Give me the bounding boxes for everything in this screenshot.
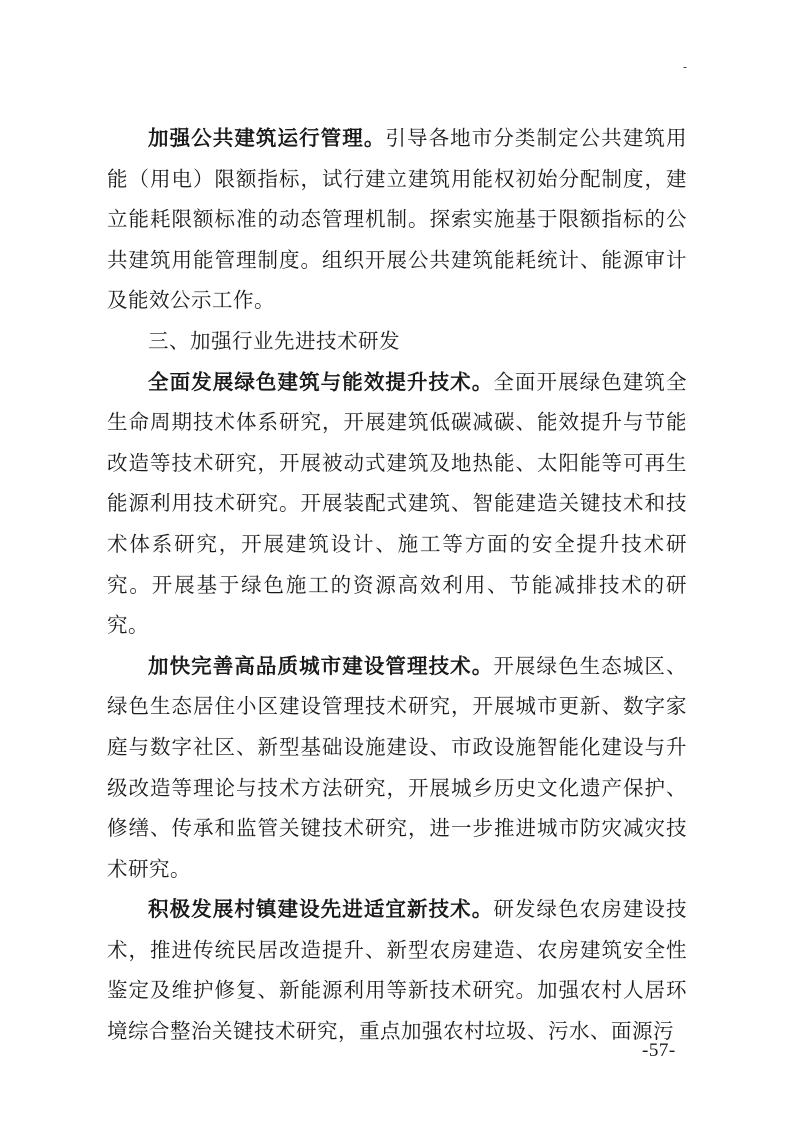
top-mark: - xyxy=(683,60,688,74)
paragraph-green-building-tech xyxy=(107,362,687,646)
paragraph-text: 引导各地市分类制定公共建筑用能（用电）限额指标，试行建立建筑用能权初始分配制度，建立能耗限额标准的动态管理机制。探索实施基于限额指标的公共建筑用能管理制度。组织开展公共建筑能耗统计、能源审计及能效公示工作。 xyxy=(107,126,688,313)
paragraph-lead: 全面发展绿色建筑与能效提升技术。 xyxy=(148,369,494,394)
paragraph-text: 开展绿色生态城区、绿色生态居住小区建设管理技术研究，开展城市更新、数字家庭与数字社区、新型基础设施建设、市政设施智能化建设与升级改造等理论与技术方法研究，开展城乡历史文化遗产保护、修缮、传承和监管关键技术研究，进一步推进城市防灾减灾技术研究。 xyxy=(107,653,688,881)
paragraph-city-management-tech xyxy=(107,646,687,890)
section-heading-text: 三、加强行业先进技术研发 xyxy=(148,328,400,353)
paragraph-lead: 加强公共建筑运行管理。 xyxy=(148,126,386,150)
paragraph-village-construction-tech xyxy=(107,889,687,1051)
paragraph-text: 研发绿色农房建设技术，推进传统民居改造提升、新型农房建造、农房建筑安全性鉴定及维护修复、新能源利用等新技术研究。加强农村人居环境综合整治关键技术研究，重点加强农村垃圾、污水、面源污 xyxy=(107,897,688,1044)
document-body xyxy=(107,118,687,1052)
paragraph-public-building-management xyxy=(107,118,687,321)
paragraph-text: 全面开展绿色建筑全生命周期技术体系研究，开展建筑低碳减碳、能效提升与节能改造等技术研究，开展被动式建筑及地热能、太阳能等可再生能源利用技术研究。开展装配式建筑、智能建造关键技术和技术体系研究，开展建筑设计、施工等方面的安全提升技术研究。开展基于绿色施工的资源高效利用、节能减排技术的研究。 xyxy=(107,369,688,638)
paragraph-lead: 加快完善高品质城市建设管理技术。 xyxy=(148,653,494,678)
section-heading xyxy=(107,321,687,362)
page-number: -57- xyxy=(642,1040,676,1061)
paragraph-lead: 积极发展村镇建设先进适宜新技术。 xyxy=(148,897,494,922)
